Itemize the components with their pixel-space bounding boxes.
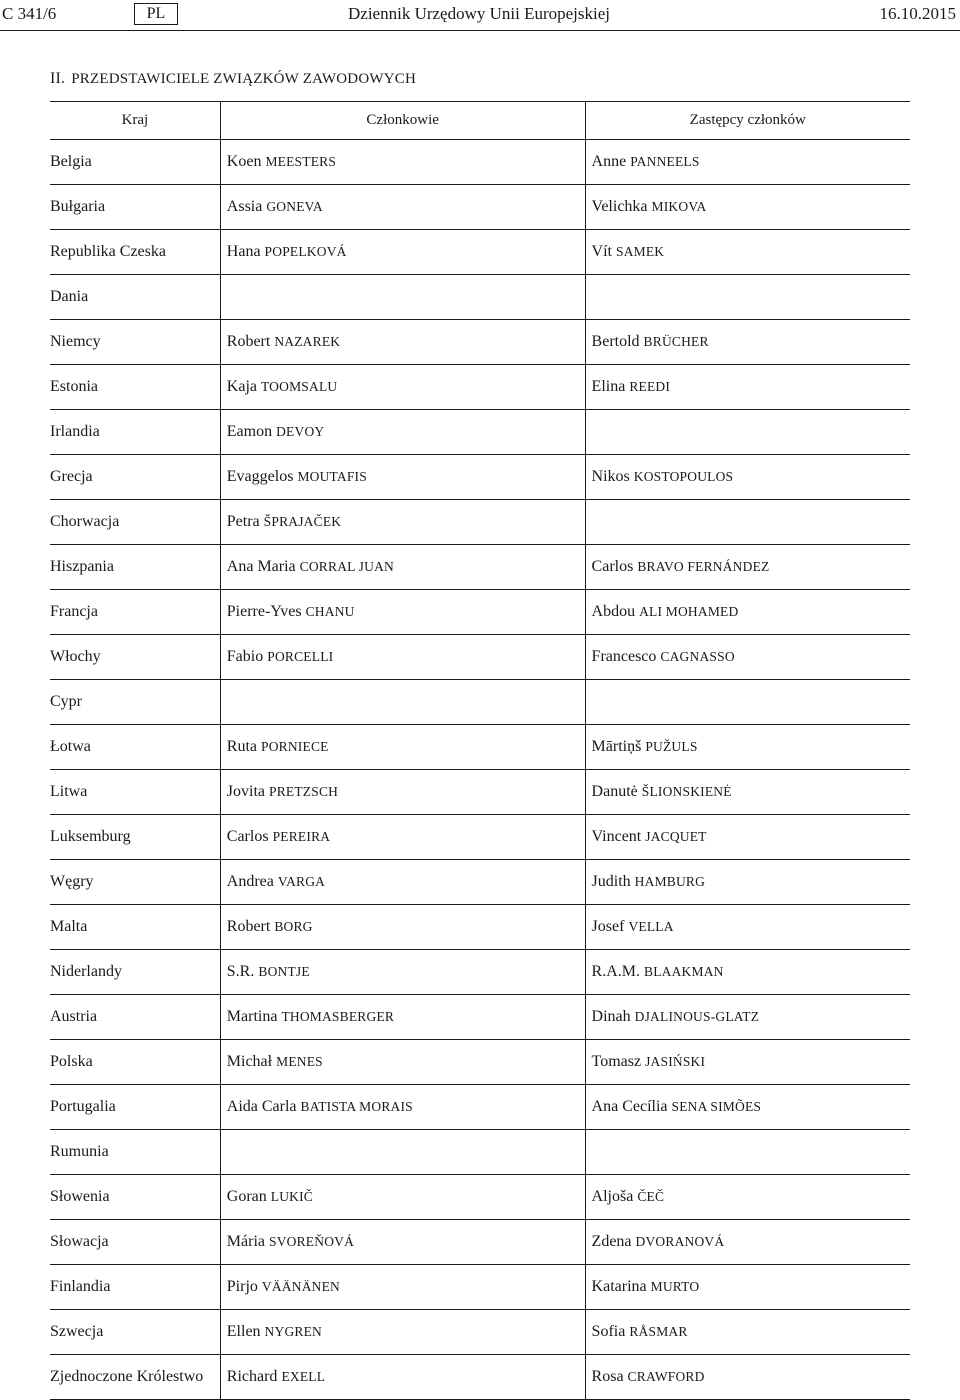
last-name: PEREIRA: [272, 829, 331, 844]
last-name: LUKIČ: [270, 1189, 314, 1204]
first-name: Carlos: [226, 828, 269, 845]
country-cell: Polska: [50, 1040, 220, 1085]
last-name: BATISTA MORAIS: [300, 1099, 413, 1114]
first-name: Zdena: [591, 1233, 632, 1250]
country-cell: Niemcy: [50, 320, 220, 365]
last-name: VÄÄNÄNEN: [261, 1279, 340, 1294]
first-name: Ruta: [226, 738, 257, 755]
alternate-cell: [585, 365, 910, 410]
first-name: Josef: [591, 918, 625, 935]
country-cell: Grecja: [50, 455, 220, 500]
country-cell: Hiszpania: [50, 545, 220, 590]
first-name: Katarina: [591, 1278, 647, 1295]
last-name: NYGREN: [264, 1324, 322, 1339]
last-name: MEESTERS: [265, 154, 337, 169]
table-body: [50, 140, 910, 1400]
member-cell: [220, 950, 585, 995]
country-cell: Rumunia: [50, 1130, 220, 1175]
first-name: Pirjo: [226, 1278, 258, 1295]
last-name: SVOREŇOVÁ: [268, 1234, 355, 1249]
first-name: Robert: [226, 918, 271, 935]
alternate-cell: [585, 725, 910, 770]
member-cell: [220, 995, 585, 1040]
first-name: Assia: [226, 198, 263, 215]
last-name: DVORANOVÁ: [635, 1234, 725, 1249]
first-name: R.A.M.: [591, 963, 640, 980]
first-name: Mária: [226, 1233, 265, 1250]
country-cell: Estonia: [50, 365, 220, 410]
column-header-members: Członkowie: [220, 102, 585, 140]
country-cell: Malta: [50, 905, 220, 950]
member-cell: [220, 320, 585, 365]
alternate-cell: [585, 770, 910, 815]
last-name: POPELKOVÁ: [264, 244, 347, 259]
alternate-cell: [585, 995, 910, 1040]
column-header-country: Kraj: [50, 102, 220, 140]
last-name: DJALINOUS-GLATZ: [634, 1009, 760, 1024]
country-cell: Szwecja: [50, 1310, 220, 1355]
alternate-cell: [585, 815, 910, 860]
publication-date: 16.10.2015: [879, 4, 956, 23]
last-name: GONEVA: [266, 199, 323, 214]
table-header-row: [50, 102, 910, 140]
first-name: Petra: [226, 513, 260, 530]
last-name: SENA SIMÕES: [671, 1099, 762, 1114]
last-name: EXELL: [281, 1369, 326, 1384]
table-row: [50, 680, 910, 725]
first-name: Vít: [591, 243, 612, 260]
first-name: Dinah: [591, 1008, 631, 1025]
alternate-cell: [585, 1130, 910, 1175]
first-name: Pierre-Yves: [226, 603, 302, 620]
last-name: NAZAREK: [274, 334, 341, 349]
alternate-cell: [585, 275, 910, 320]
last-name: ŠPRAJAČEK: [263, 514, 342, 529]
member-cell: [220, 1175, 585, 1220]
member-cell: [220, 905, 585, 950]
first-name: Andrea: [226, 873, 274, 890]
country-cell: Niderlandy: [50, 950, 220, 995]
last-name: PANNEELS: [630, 154, 700, 169]
table-row: [50, 995, 910, 1040]
member-cell: [220, 1310, 585, 1355]
table-row: [50, 590, 910, 635]
country-cell: Bułgaria: [50, 185, 220, 230]
table-row: [50, 320, 910, 365]
last-name: VARGA: [277, 874, 326, 889]
table-row: [50, 1220, 910, 1265]
member-cell: [220, 770, 585, 815]
first-name: Nikos: [591, 468, 630, 485]
member-cell: [220, 725, 585, 770]
table-row: [50, 770, 910, 815]
country-cell: Litwa: [50, 770, 220, 815]
alternate-cell: [585, 140, 910, 185]
first-name: Eamon: [226, 423, 273, 440]
last-name: CRAWFORD: [627, 1369, 705, 1384]
table-row: [50, 1085, 910, 1130]
table-row: [50, 1265, 910, 1310]
table-row: [50, 140, 910, 185]
member-cell: [220, 365, 585, 410]
first-name: Koen: [226, 153, 262, 170]
member-cell: [220, 860, 585, 905]
last-name: REEDI: [629, 379, 671, 394]
first-name: Ana Maria: [226, 558, 296, 575]
last-name: ALI MOHAMED: [639, 604, 739, 619]
alternate-cell: [585, 1220, 910, 1265]
alternate-cell: [585, 455, 910, 500]
alternate-cell: [585, 320, 910, 365]
alternate-cell: [585, 185, 910, 230]
country-cell: Portugalia: [50, 1085, 220, 1130]
table-row: [50, 365, 910, 410]
table-row: [50, 905, 910, 950]
first-name: Ana Cecília: [591, 1098, 668, 1115]
first-name: Martina: [226, 1008, 278, 1025]
alternate-cell: [585, 680, 910, 725]
first-name: Richard: [226, 1368, 278, 1385]
last-name: BONTJE: [258, 964, 310, 979]
first-name: Kaja: [226, 378, 257, 395]
first-name: Tomasz: [591, 1053, 642, 1070]
section-heading: [50, 70, 416, 88]
last-name: BLAAKMAN: [644, 964, 724, 979]
alternate-cell: [585, 1040, 910, 1085]
member-cell: [220, 1220, 585, 1265]
column-header-alternates: Zastępcy członków: [585, 102, 910, 140]
first-name: Fabio: [226, 648, 264, 665]
last-name: CAGNASSO: [660, 649, 735, 664]
last-name: MIKOVA: [651, 199, 707, 214]
member-cell: [220, 500, 585, 545]
first-name: S.R.: [226, 963, 255, 980]
alternate-cell: [585, 230, 910, 275]
last-name: KOSTOPOULOS: [633, 469, 734, 484]
table-row: [50, 545, 910, 590]
member-cell: [220, 1040, 585, 1085]
first-name: Abdou: [591, 603, 636, 620]
country-cell: Zjednoczone Królestwo: [50, 1355, 220, 1400]
last-name: JACQUET: [645, 829, 707, 844]
alternate-cell: [585, 950, 910, 995]
members-table: [50, 101, 910, 1400]
last-name: PUŽULS: [645, 739, 698, 754]
country-cell: Dania: [50, 275, 220, 320]
last-name: RÅSMAR: [629, 1324, 688, 1339]
first-name: Jovita: [226, 783, 265, 800]
section-number: II.: [50, 70, 66, 87]
country-cell: Cypr: [50, 680, 220, 725]
table-row: [50, 950, 910, 995]
country-cell: Luksemburg: [50, 815, 220, 860]
last-name: BRÜCHER: [643, 334, 709, 349]
alternate-cell: [585, 500, 910, 545]
first-name: Evaggelos: [226, 468, 294, 485]
last-name: BRAVO FERNÁNDEZ: [637, 559, 770, 574]
last-name: ČEČ: [637, 1189, 665, 1204]
last-name: MURTO: [650, 1279, 700, 1294]
table-row: [50, 860, 910, 905]
table-row: [50, 1175, 910, 1220]
country-cell: Węgry: [50, 860, 220, 905]
last-name: PORCELLI: [267, 649, 334, 664]
section-title: PRZEDSTAWICIELE ZWIĄZKÓW ZAWODOWYCH: [71, 71, 416, 87]
member-cell: [220, 1130, 585, 1175]
country-cell: Słowenia: [50, 1175, 220, 1220]
country-cell: Republika Czeska: [50, 230, 220, 275]
first-name: Judith: [591, 873, 631, 890]
table-row: [50, 410, 910, 455]
first-name: Ellen: [226, 1323, 261, 1340]
member-cell: [220, 635, 585, 680]
language-code-box: PL: [134, 3, 178, 25]
last-name: PORNIECE: [261, 739, 329, 754]
first-name: Robert: [226, 333, 271, 350]
page-reference: C 341/6: [2, 4, 57, 23]
country-cell: Chorwacja: [50, 500, 220, 545]
alternate-cell: [585, 905, 910, 950]
alternate-cell: [585, 1310, 910, 1355]
alternate-cell: [585, 635, 910, 680]
alternate-cell: [585, 545, 910, 590]
table-row: [50, 1130, 910, 1175]
country-cell: Słowacja: [50, 1220, 220, 1265]
first-name: Aida Carla: [226, 1098, 297, 1115]
country-cell: Irlandia: [50, 410, 220, 455]
country-cell: Finlandia: [50, 1265, 220, 1310]
first-name: Goran: [226, 1188, 267, 1205]
first-name: Elina: [591, 378, 626, 395]
last-name: CHANU: [305, 604, 355, 619]
table-row: [50, 455, 910, 500]
alternate-cell: [585, 590, 910, 635]
table-row: [50, 1040, 910, 1085]
table-row: [50, 500, 910, 545]
first-name: Mārtiņš: [591, 738, 642, 755]
country-cell: Łotwa: [50, 725, 220, 770]
member-cell: [220, 140, 585, 185]
last-name: MENES: [276, 1054, 323, 1069]
page-header: [0, 0, 960, 31]
last-name: VELLA: [628, 919, 674, 934]
country-cell: Włochy: [50, 635, 220, 680]
alternate-cell: [585, 1085, 910, 1130]
table-row: [50, 815, 910, 860]
last-name: BORG: [274, 919, 313, 934]
first-name: Anne: [591, 153, 627, 170]
member-cell: [220, 815, 585, 860]
alternate-cell: [585, 1265, 910, 1310]
last-name: PRETZSCH: [269, 784, 339, 799]
member-cell: [220, 680, 585, 725]
first-name: Vincent: [591, 828, 642, 845]
last-name: HAMBURG: [634, 874, 706, 889]
first-name: Sofia: [591, 1323, 626, 1340]
member-cell: [220, 590, 585, 635]
table-row: [50, 725, 910, 770]
first-name: Velichka: [591, 198, 648, 215]
last-name: MOUTAFIS: [297, 469, 367, 484]
member-cell: [220, 455, 585, 500]
alternate-cell: [585, 1175, 910, 1220]
member-cell: [220, 230, 585, 275]
member-cell: [220, 1085, 585, 1130]
last-name: THOMASBERGER: [281, 1009, 395, 1024]
member-cell: [220, 410, 585, 455]
country-cell: Francja: [50, 590, 220, 635]
last-name: JASIŃSKI: [645, 1054, 706, 1069]
first-name: Danutė: [591, 783, 638, 800]
table-row: [50, 635, 910, 680]
first-name: Francesco: [591, 648, 657, 665]
last-name: TOOMSALU: [260, 379, 338, 394]
member-cell: [220, 275, 585, 320]
member-cell: [220, 545, 585, 590]
first-name: Carlos: [591, 558, 634, 575]
member-cell: [220, 185, 585, 230]
table-row: [50, 230, 910, 275]
first-name: Rosa: [591, 1368, 624, 1385]
member-cell: [220, 1265, 585, 1310]
first-name: Hana: [226, 243, 261, 260]
first-name: Bertold: [591, 333, 640, 350]
country-cell: Belgia: [50, 140, 220, 185]
table-row: [50, 275, 910, 320]
alternate-cell: [585, 860, 910, 905]
alternate-cell: [585, 410, 910, 455]
table-row: [50, 1310, 910, 1355]
last-name: DEVOY: [276, 424, 325, 439]
last-name: CORRAL JUAN: [299, 559, 394, 574]
table-row: [50, 185, 910, 230]
country-cell: Austria: [50, 995, 220, 1040]
first-name: Michał: [226, 1053, 273, 1070]
first-name: Aljoša: [591, 1188, 634, 1205]
last-name: SAMEK: [616, 244, 665, 259]
last-name: ŠLIONSKIENĖ: [641, 784, 732, 799]
journal-title: Dziennik Urzędowy Unii Europejskiej: [348, 4, 611, 23]
